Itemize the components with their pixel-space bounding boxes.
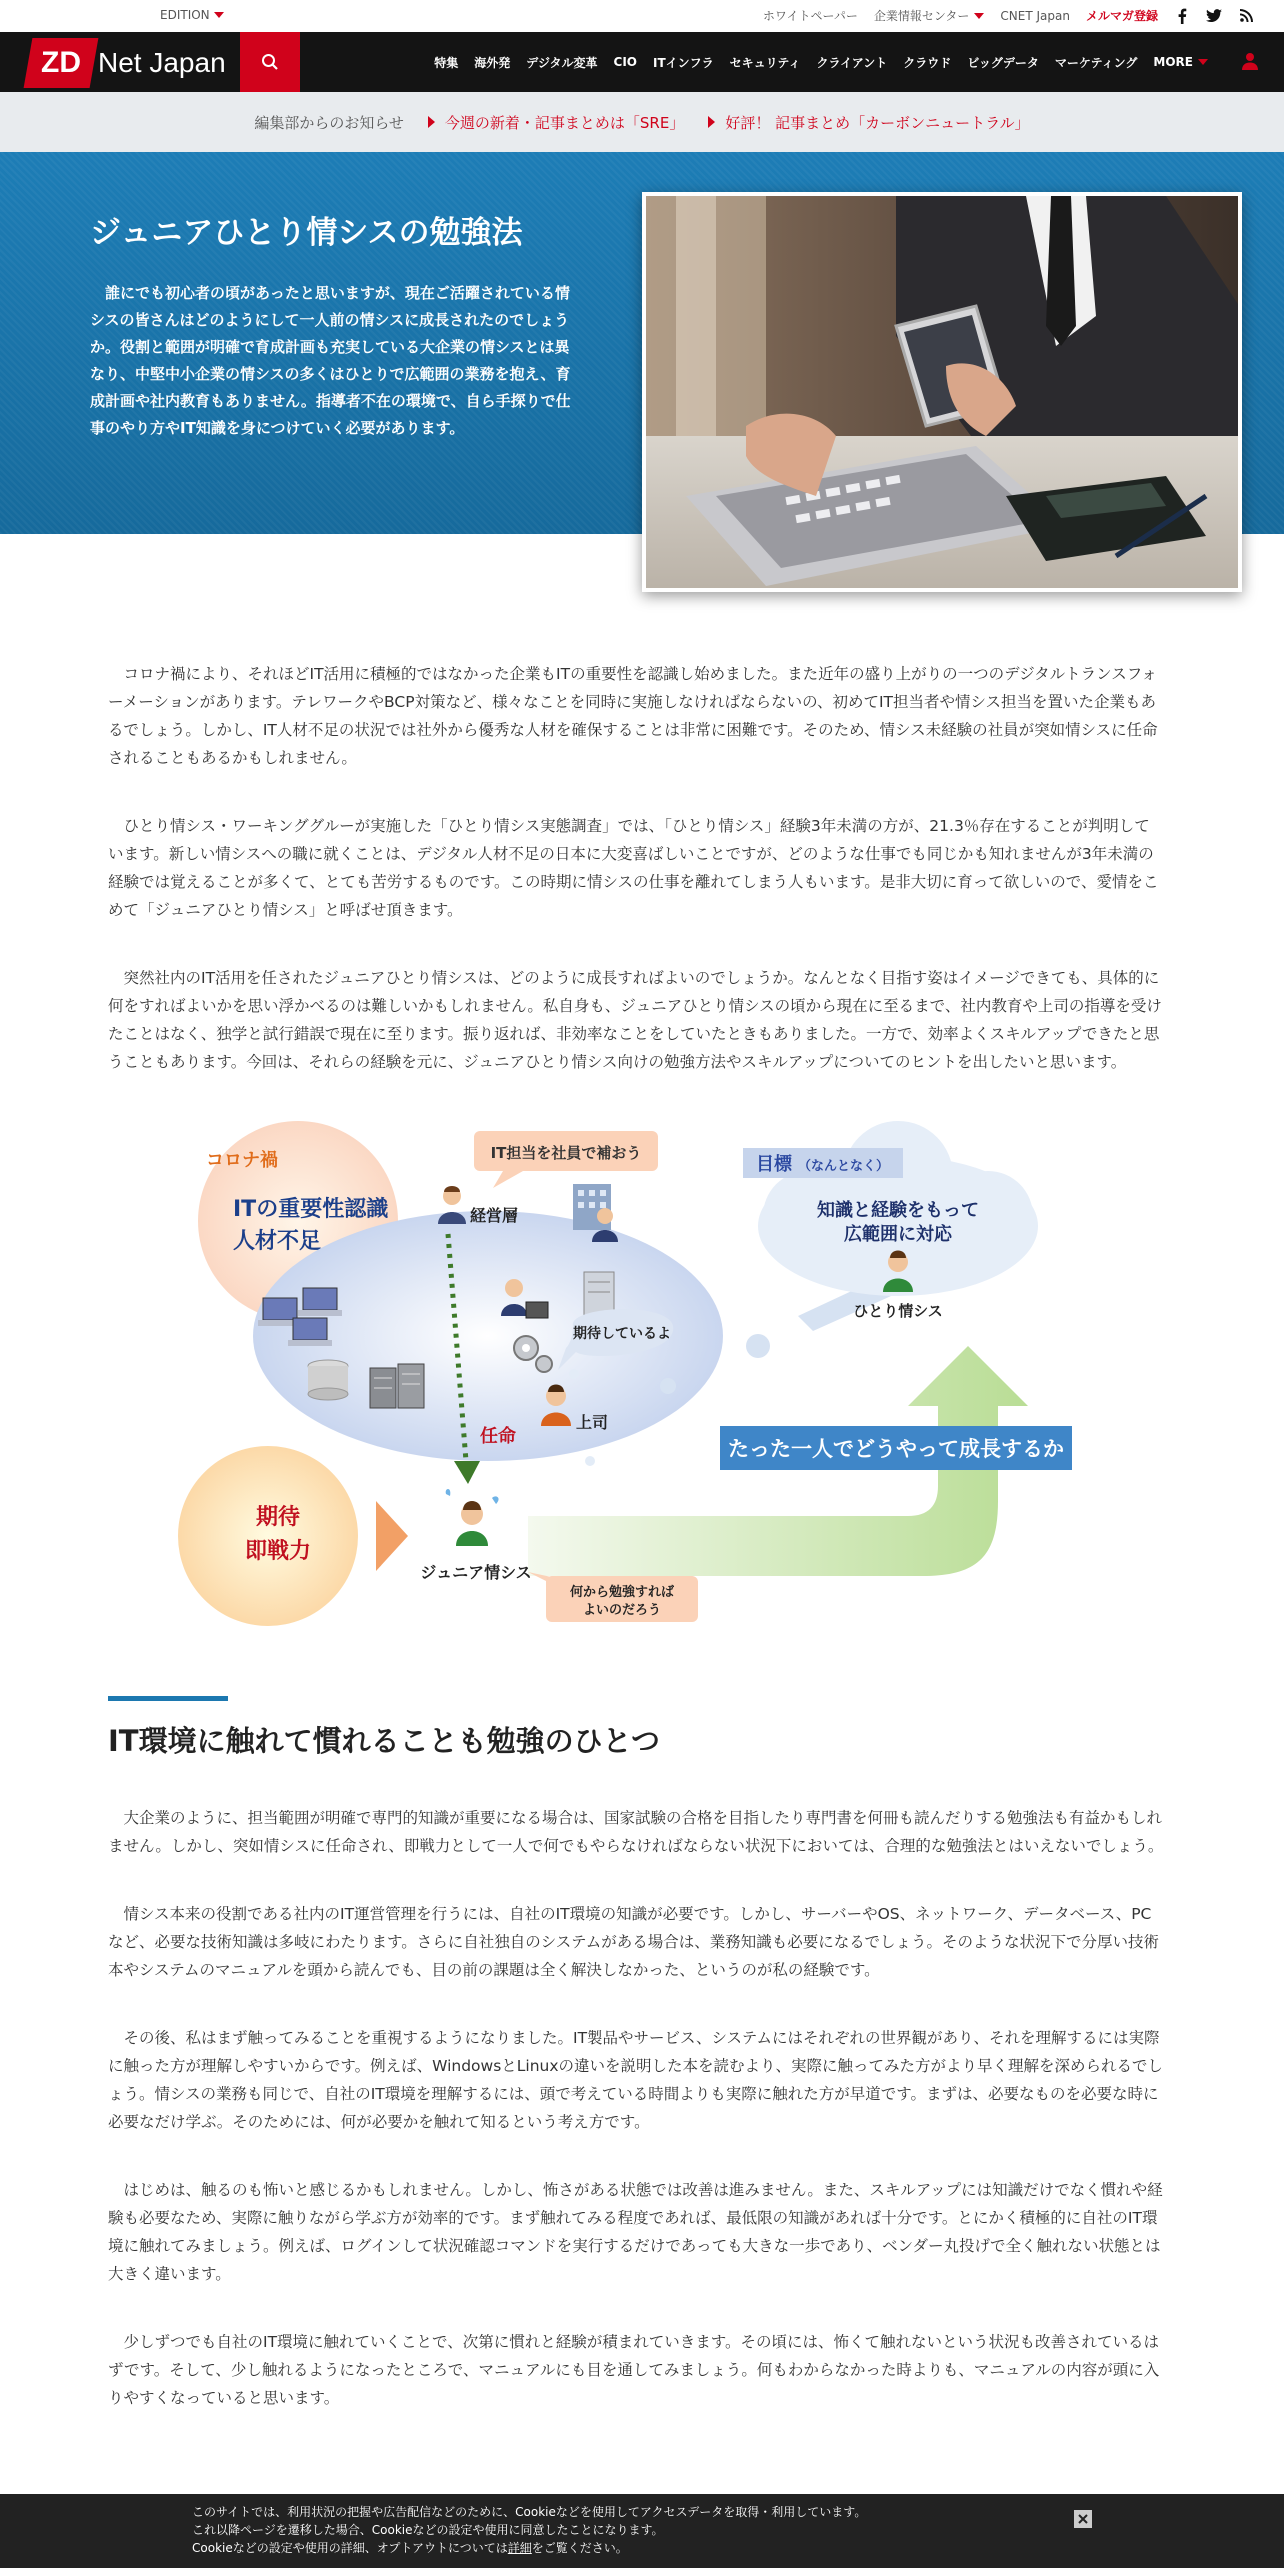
notice-link-sre[interactable] [428,112,684,133]
close-icon [1078,2514,1088,2524]
whitepaper-link[interactable]: ホワイトペーパー [762,9,858,23]
nav-item-feature[interactable]: 特集 [434,55,459,70]
logo-text: Net Japan [98,47,226,78]
appoint-label: 任命 [480,1426,516,1447]
article-hero [0,152,1284,534]
notice-link-label: 好評！ 記事まとめ「カーボンニュートラル」 [725,113,1030,132]
executive-icon [438,1186,466,1224]
article-paragraph: 大企業のように、担当範囲が明確で専門的知識が重要になる場合は、国家試験の合格を目指したり専門書を何冊も読んだりする勉強法も有益かもしれません。しかし、突如情シスに任命され、即戦力として一人で何でもやらなければならない状況下においては、合理的な勉強法とはいえないでしょう。 [108,1809,1164,1855]
expectation-label: 期待 [255,1505,301,1530]
editorial-notice-bar [0,92,1284,152]
database-icon [308,1360,348,1400]
junior-it-person-icon [446,1489,499,1546]
nav-more-button[interactable] [1153,55,1208,69]
hero-photo-laptop-tablet [642,192,1242,592]
cookie-details-link[interactable]: 詳細 [507,2541,532,2555]
newsletter-link[interactable]: メルマガ登録 [1085,9,1158,23]
cookie-text [192,2503,866,2557]
junior-ittask-diagram [108,1116,1164,1656]
junior-label: ジュニア情シス [420,1563,532,1582]
site-logo[interactable] [28,38,226,88]
article-body [108,660,1164,2452]
edition-selector[interactable] [160,8,224,22]
nav-item-it-infra[interactable]: ITインフラ [653,55,714,70]
chevron-down-icon [974,13,984,19]
heading-accent-bar [108,1696,228,1701]
nav-item-cloud[interactable]: クラウド [903,55,952,70]
goal-label: 目標 [756,1154,792,1175]
worry-text-1: 何から勉強すれば [569,1585,675,1600]
executive-label: 経営層 [470,1206,519,1225]
cookie-line-3a: Cookieなどの設定や使用の詳細、オプトアウトについては [192,2541,508,2555]
nav-item-overseas[interactable]: 海外発 [474,55,511,70]
boss-label: 上司 [576,1413,609,1432]
search-button[interactable] [240,32,300,92]
goal-text-2: 広範囲に対応 [844,1224,952,1245]
category-nav [434,32,1208,92]
article-title: ジュニアひとり情シスの勉強法 [90,215,523,251]
cookie-line-2: これ以降ページを遷移した場合、Cookieなどの設定や使用に同意したことになります。 [192,2523,664,2537]
cookie-consent-bar [0,2494,1284,2568]
utility-bar [0,0,1284,32]
user-icon[interactable] [1242,52,1258,74]
rss-icon[interactable] [1238,8,1254,24]
issue-it-label: ITの重要性認識 [233,1197,389,1222]
company-info-label: 企業情報センター [873,9,970,23]
goal-sub-label: （なんとなく） [798,1159,890,1174]
chevron-down-icon [1198,59,1208,65]
cookie-line-3 [192,2539,866,2557]
search-icon [261,53,279,71]
nav-item-dx[interactable]: デジタル変革 [526,55,598,70]
ready-label: 即戦力 [244,1539,312,1564]
cookie-close-button[interactable] [1074,2510,1092,2528]
main-header [0,32,1284,92]
goal-text-1: 知識と経験をもって [817,1200,979,1221]
cnet-link[interactable]: CNET Japan [1000,8,1070,23]
article-paragraph: その後、私はまず触ってみることを重視するようになりました。IT製品やサービス、システムにはそれぞれの世界観があり、それを理解するには実際に触った方が理解しやすいからです。例えば、WindowsとLinuxの違いを説明した本を読むより、実際に触ってみた方がより早く理解を深められるでしょう。情シスの業務も同じで、自社のIT環境を理解するには、頭で考えている時間よりも実際に触れた方が早道です。まずは、必要なものを必要な時に必要なだけ学ぶ。そのためには、何が必要かを触れて知るという考え方です。 [108,2029,1163,2131]
facebook-icon[interactable] [1174,8,1190,24]
notice-link-carbon[interactable] [708,112,1029,133]
notice-link-label: 今週の新着・記事まとめは「SRE」 [444,113,685,132]
nav-more-label: MORE [1153,55,1193,69]
article-paragraph: ひとり情シス・ワーキンググルーが実施した「ひとり情シス実態調査」では、「ひとり情シス」経験3年未満の方が、21.3％存在することが判明しています。新しい情シスへの職に就くことは、デジタル人材不足の日本に大変喜ばしいことですが、どのような仕事でも同じかも知れませんが3年未満の経験では覚えることが多くて、とても苦労するものです。この時期に情シスの仕事を離れてしまう人もいます。是非大切に育って欲しいので、愛情をこめて「ジュニアひとり情シス」と呼ばせ頂きます。 [108,817,1159,919]
goal-person-label: ひとり情シス [853,1302,943,1320]
nav-item-cio[interactable]: CIO [613,55,638,69]
article-paragraph: 突然社内のIT活用を任されたジュニアひとり情シスは、どのように成長すればよいのでしょうか。なんとなく目指す姿はイメージできても、具体的に何をすればよいかを思い浮かべるのは難しいかもしれません。私自身も、ジュニアひとり情シスの頃から現在に至るまで、社内教育や上司の指導を受けたことはなく、独学と試行錯誤で現在に至ります。振り返れば、非効率なことをしていたときもありました。一方で、効率よくスキルアップできたと思うこともあります。今回は、それらの経験を元に、ジュニアひとり情シス向けの勉強方法やスキルアップについてのヒントを出したいと思います。 [108,969,1162,1071]
nav-item-marketing[interactable]: マーケティング [1054,55,1138,70]
nav-item-client[interactable]: クライアント [816,55,888,70]
nav-item-security[interactable]: セキュリティ [729,55,801,70]
corona-label: コロナ禍 [206,1150,278,1171]
bubble-it-staff: IT担当を社員で補おう [490,1144,642,1162]
cookie-line-3b: をご覧ください。 [531,2541,628,2555]
nav-item-bigdata[interactable]: ビッグデータ [967,55,1039,70]
growth-banner: たった一人でどうやって成長するか [728,1437,1064,1461]
arrow-right-icon [708,116,715,128]
article-paragraph: はじめは、触るのも怖いと感じるかもしれません。しかし、怖さがある状態では改善は進みません。また、スキルアップには知識だけでなく慣れや経験も必要なため、実際に触りながら学ぶ方が効率的です。まず触れてみる程度であれば、最低限の知識があれば十分です。とにかく積極的に自社のIT環境に触れてみましょう。例えば、ログインして状況確認コマンドを実行するだけであっても大きな一歩であり、ベンダー丸投げで全く触れない状態とは大きく違います。 [108,2181,1163,2283]
issue-talent-label: 人材不足 [233,1229,322,1254]
cookie-line-1: このサイトでは、利用状況の把握や広告配信などのために、Cookieなどを使用してアクセスデータを取得・利用しています。 [192,2505,867,2519]
arrow-right-icon [428,116,435,128]
bubble-expectation: 期待しているよ [573,1326,671,1342]
twitter-icon[interactable] [1206,8,1222,24]
article-paragraph: 少しずつでも自社のIT環境に触れていくことで、次第に慣れと経験が積まれていきます。その頃には、怖くて触れないという状況も改善されているはずです。そして、少し触れるようになったところで、マニュアルにも目を通してみましょう。何もわからなかった時よりも、マニュアルの内容が頭に入りやすくなっていると思います。 [108,2333,1160,2407]
edition-label: EDITION [160,8,210,22]
section-heading: IT環境に触れて慣れることも勉強のひとつ [108,1724,660,1758]
article-paragraph: 情シス本来の役割である社内のIT運営管理を行うには、自社のIT環境の知識が必要です。しかし、サーバーやOS、ネットワーク、データベース、PCなど、必要な技術知識は多岐にわたります。さらに自社独自のシステムがある場合は、業務知識も必要になるでしょう。そのような状況下で分厚い技術本やシステムのマニュアルを頭から読んでも、目の前の課題は全く解決しなかった、というのが私の経験です。 [108,1905,1160,1979]
chevron-down-icon [214,12,224,18]
notice-label: 編集部からのお知らせ [254,113,404,132]
worry-text-2: よいのだろう [582,1603,662,1618]
logo-mark [24,38,99,88]
logo-mark-text: ZD [41,46,81,79]
article-lead: 誰にでも初心者の頃があったと思いますが、現在ご活躍されている情シスの皆さんはどのようにして一人前の情シスに成長されたのでしょうか。役割と範囲が明確で育成計画も充実している大企業の情シスとは異なり、中堅中小企業の情シスの多くはひとりで広範囲の業務を抱え、育成計画や社内教育もありません。指導者不在の環境で、自ら手探りで仕事のやり方やIT知識を身につけていく必要があります。 [90,284,571,437]
article-paragraph: コロナ禍により、それほどIT活用に積極的ではなかった企業もITの重要性を認識し始めました。また近年の盛り上がりの一つのデジタルトランスフォーメーションがあります。テレワークやBCP対策など、様々なことを同時に実施しなければならないの、初めてIT担当者や情シス担当を置いた企業もあるでしょう。しかし、IT人材不足の状況では社外から優秀な人材を確保することは非常に困難です。そのため、情シス未経験の社員が突如情シスに任命されることもあるかもしれません。 [108,665,1158,767]
company-info-link[interactable] [874,7,985,24]
